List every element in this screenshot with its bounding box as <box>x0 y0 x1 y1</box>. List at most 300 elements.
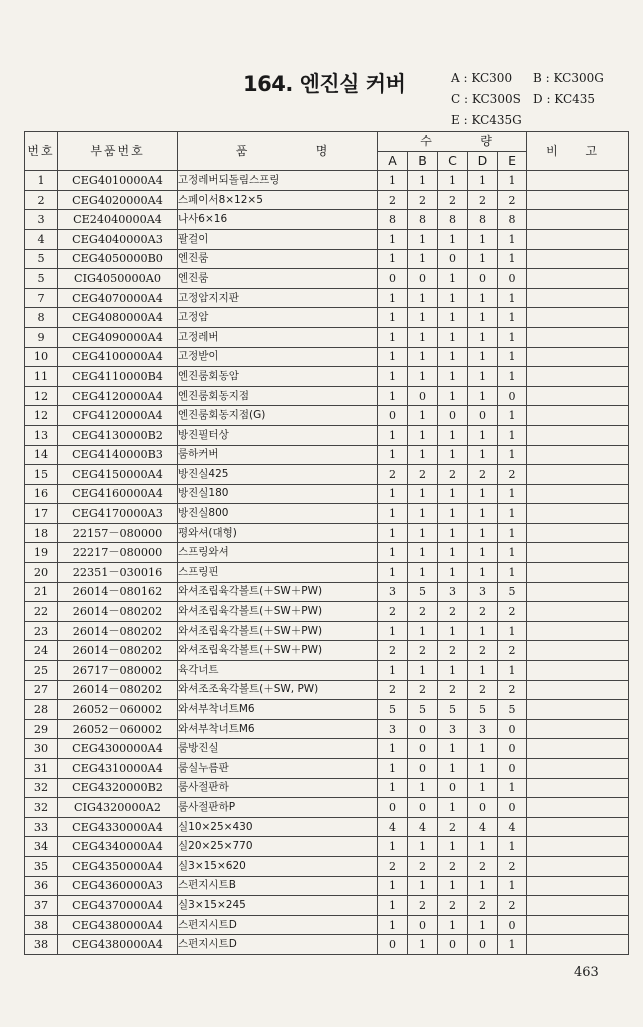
quantity-cell: 2 <box>438 680 468 700</box>
row-number: 21 <box>25 582 58 602</box>
remarks-cell <box>527 465 629 485</box>
part-name: 룸하커버 <box>178 445 378 465</box>
part-name: 방진필터상 <box>178 425 378 445</box>
row-number: 20 <box>25 563 58 583</box>
quantity-cell: 1 <box>378 484 408 504</box>
remarks-cell <box>527 817 629 837</box>
table-row <box>25 190 629 210</box>
quantity-cell: 1 <box>408 171 438 191</box>
quantity-cell: 1 <box>468 484 498 504</box>
row-number: 29 <box>25 719 58 739</box>
quantity-cell: 1 <box>378 896 408 916</box>
quantity-cell: 0 <box>468 269 498 289</box>
remarks-cell <box>527 367 629 387</box>
quantity-cell: 0 <box>498 386 527 406</box>
quantity-cell: 4 <box>468 817 498 837</box>
model-e: E : KC435G <box>451 113 522 127</box>
quantity-cell: 1 <box>438 759 468 779</box>
parts-table <box>24 131 629 955</box>
quantity-cell: 8 <box>468 210 498 230</box>
quantity-cell: 1 <box>498 229 527 249</box>
part-number: CEG4110000B4 <box>58 367 178 387</box>
quantity-cell: 1 <box>378 876 408 896</box>
table-row <box>25 543 629 563</box>
quantity-cell: 3 <box>438 582 468 602</box>
quantity-cell: 1 <box>438 523 468 543</box>
quantity-cell: 1 <box>498 171 527 191</box>
table-row <box>25 367 629 387</box>
quantity-cell: 1 <box>378 759 408 779</box>
quantity-cell: 4 <box>378 817 408 837</box>
part-number: CEG4130000B2 <box>58 425 178 445</box>
quantity-cell: 0 <box>468 406 498 426</box>
quantity-cell: 1 <box>408 837 438 857</box>
row-number: 10 <box>25 347 58 367</box>
header-name-b: 명 <box>315 143 330 158</box>
quantity-cell: 1 <box>378 915 408 935</box>
remarks-cell <box>527 856 629 876</box>
part-number: CEG4100000A4 <box>58 347 178 367</box>
row-number: 34 <box>25 837 58 857</box>
quantity-cell: 1 <box>378 563 408 583</box>
quantity-cell: 5 <box>498 582 527 602</box>
quantity-cell: 1 <box>498 837 527 857</box>
remarks-cell <box>527 759 629 779</box>
quantity-cell: 1 <box>468 308 498 328</box>
header-name <box>178 132 378 171</box>
quantity-cell: 1 <box>408 563 438 583</box>
quantity-cell: 1 <box>438 445 468 465</box>
part-name: 스페이서8×12×5 <box>178 190 378 210</box>
quantity-cell: 1 <box>378 425 408 445</box>
table-row <box>25 504 629 524</box>
row-number: 18 <box>25 523 58 543</box>
table-row <box>25 641 629 661</box>
part-name: 룸사절판하 <box>178 778 378 798</box>
quantity-cell: 1 <box>438 386 468 406</box>
quantity-cell: 8 <box>498 210 527 230</box>
part-number: CEG4300000A4 <box>58 739 178 759</box>
remarks-cell <box>527 347 629 367</box>
quantity-cell: 1 <box>408 249 438 269</box>
table-row <box>25 484 629 504</box>
table-row <box>25 817 629 837</box>
quantity-cell: 1 <box>438 739 468 759</box>
remarks-cell <box>527 288 629 308</box>
quantity-cell: 4 <box>408 817 438 837</box>
row-number: 19 <box>25 543 58 563</box>
table-row <box>25 288 629 308</box>
header-quantity <box>378 132 527 152</box>
quantity-cell: 5 <box>468 700 498 720</box>
row-number: 38 <box>25 935 58 955</box>
part-number: CIG4050000A0 <box>58 269 178 289</box>
part-name: 고정레버 <box>178 327 378 347</box>
row-number: 7 <box>25 288 58 308</box>
remarks-cell <box>527 523 629 543</box>
quantity-cell: 1 <box>378 308 408 328</box>
remarks-cell <box>527 563 629 583</box>
quantity-cell: 1 <box>408 229 438 249</box>
header-remarks: 비 고 <box>527 132 629 171</box>
table-row <box>25 269 629 289</box>
quantity-cell: 2 <box>498 856 527 876</box>
quantity-cell: 1 <box>378 739 408 759</box>
header-qty-col: B <box>408 151 438 171</box>
part-number: 26717－080002 <box>58 661 178 681</box>
quantity-cell: 2 <box>438 896 468 916</box>
table-row <box>25 563 629 583</box>
quantity-cell: 0 <box>408 915 438 935</box>
quantity-cell: 2 <box>468 896 498 916</box>
row-number: 15 <box>25 465 58 485</box>
quantity-cell: 1 <box>468 543 498 563</box>
table-row <box>25 680 629 700</box>
table-row <box>25 856 629 876</box>
part-name: 와셔조립육각볼트(＋SW＋PW) <box>178 582 378 602</box>
quantity-cell: 1 <box>408 367 438 387</box>
remarks-cell <box>527 680 629 700</box>
row-number: 13 <box>25 425 58 445</box>
quantity-cell: 1 <box>378 327 408 347</box>
quantity-cell: 1 <box>408 406 438 426</box>
quantity-cell: 1 <box>408 425 438 445</box>
row-number: 27 <box>25 680 58 700</box>
quantity-cell: 1 <box>468 563 498 583</box>
row-number: 37 <box>25 896 58 916</box>
quantity-cell: 1 <box>498 445 527 465</box>
quantity-cell: 1 <box>438 484 468 504</box>
quantity-cell: 5 <box>438 700 468 720</box>
quantity-cell: 2 <box>498 465 527 485</box>
quantity-cell: 1 <box>378 445 408 465</box>
part-name: 엔진룸 <box>178 269 378 289</box>
remarks-cell <box>527 484 629 504</box>
quantity-cell: 0 <box>378 406 408 426</box>
quantity-cell: 2 <box>468 856 498 876</box>
quantity-cell: 1 <box>408 347 438 367</box>
quantity-cell: 1 <box>408 504 438 524</box>
part-number: CIG4320000A2 <box>58 798 178 818</box>
remarks-cell <box>527 935 629 955</box>
row-number: 22 <box>25 602 58 622</box>
quantity-cell: 2 <box>408 190 438 210</box>
remarks-cell <box>527 210 629 230</box>
table-row <box>25 719 629 739</box>
quantity-cell: 1 <box>408 778 438 798</box>
quantity-cell: 2 <box>468 602 498 622</box>
part-number: 22217－080000 <box>58 543 178 563</box>
part-number: CFG4120000A4 <box>58 406 178 426</box>
row-number: 31 <box>25 759 58 779</box>
row-number: 24 <box>25 641 58 661</box>
part-number: CEG4010000A4 <box>58 171 178 191</box>
quantity-cell: 1 <box>378 386 408 406</box>
quantity-cell: 1 <box>498 504 527 524</box>
quantity-cell: 1 <box>438 308 468 328</box>
quantity-cell: 1 <box>468 739 498 759</box>
table-row <box>25 171 629 191</box>
header-qty-col: E <box>498 151 527 171</box>
remarks-cell <box>527 915 629 935</box>
header-qty-a: 수 <box>420 133 434 148</box>
table-row <box>25 700 629 720</box>
remarks-cell <box>527 327 629 347</box>
quantity-cell: 8 <box>378 210 408 230</box>
remarks-cell <box>527 700 629 720</box>
quantity-cell: 1 <box>378 543 408 563</box>
quantity-cell: 1 <box>378 621 408 641</box>
table-row <box>25 210 629 230</box>
quantity-cell: 1 <box>468 915 498 935</box>
part-number: CEG4020000A4 <box>58 190 178 210</box>
part-number: CEG4070000A4 <box>58 288 178 308</box>
table-row <box>25 798 629 818</box>
quantity-cell: 1 <box>378 347 408 367</box>
quantity-cell: 0 <box>408 798 438 818</box>
part-number: CEG4090000A4 <box>58 327 178 347</box>
model-legend <box>451 68 631 131</box>
part-number: CEG4370000A4 <box>58 896 178 916</box>
quantity-cell: 1 <box>498 367 527 387</box>
quantity-cell: 1 <box>498 484 527 504</box>
quantity-cell: 2 <box>408 896 438 916</box>
quantity-cell: 2 <box>408 856 438 876</box>
quantity-cell: 1 <box>468 171 498 191</box>
quantity-cell: 1 <box>378 249 408 269</box>
remarks-cell <box>527 190 629 210</box>
remarks-cell <box>527 896 629 916</box>
quantity-cell: 2 <box>378 602 408 622</box>
quantity-cell: 0 <box>378 935 408 955</box>
quantity-cell: 1 <box>468 288 498 308</box>
quantity-cell: 1 <box>438 288 468 308</box>
table-row <box>25 523 629 543</box>
quantity-cell: 1 <box>498 347 527 367</box>
table-row <box>25 425 629 445</box>
quantity-cell: 1 <box>498 935 527 955</box>
remarks-cell <box>527 249 629 269</box>
quantity-cell: 2 <box>378 680 408 700</box>
quantity-cell: 2 <box>468 465 498 485</box>
part-name: 실3×15×620 <box>178 856 378 876</box>
quantity-cell: 1 <box>468 347 498 367</box>
quantity-cell: 1 <box>438 661 468 681</box>
row-number: 38 <box>25 915 58 935</box>
quantity-cell: 0 <box>408 269 438 289</box>
quantity-cell: 0 <box>498 798 527 818</box>
part-number: CEG4170000A3 <box>58 504 178 524</box>
remarks-cell <box>527 778 629 798</box>
part-number: CEG4050000B0 <box>58 249 178 269</box>
quantity-cell: 5 <box>408 700 438 720</box>
remarks-cell <box>527 641 629 661</box>
remarks-cell <box>527 229 629 249</box>
part-name: 스프링핀 <box>178 563 378 583</box>
part-name: 룸실누름판 <box>178 759 378 779</box>
quantity-cell: 0 <box>498 719 527 739</box>
quantity-cell: 0 <box>408 759 438 779</box>
quantity-cell: 1 <box>408 484 438 504</box>
quantity-cell: 0 <box>468 798 498 818</box>
remarks-cell <box>527 308 629 328</box>
remarks-cell <box>527 876 629 896</box>
quantity-cell: 1 <box>378 523 408 543</box>
quantity-cell: 1 <box>498 406 527 426</box>
row-number: 1 <box>25 171 58 191</box>
row-number: 2 <box>25 190 58 210</box>
part-name: 엔진룸회동지점(G) <box>178 406 378 426</box>
quantity-cell: 0 <box>408 739 438 759</box>
table-row <box>25 249 629 269</box>
part-number: 26014－080202 <box>58 680 178 700</box>
part-number: CEG4380000A4 <box>58 935 178 955</box>
row-number: 35 <box>25 856 58 876</box>
quantity-cell: 1 <box>498 778 527 798</box>
table-row <box>25 386 629 406</box>
part-number: CEG4340000A4 <box>58 837 178 857</box>
quantity-cell: 0 <box>408 719 438 739</box>
quantity-cell: 2 <box>438 641 468 661</box>
remarks-cell <box>527 425 629 445</box>
quantity-cell: 1 <box>498 288 527 308</box>
part-number: CE24040000A4 <box>58 210 178 230</box>
row-number: 5 <box>25 269 58 289</box>
remarks-cell <box>527 504 629 524</box>
row-number: 33 <box>25 817 58 837</box>
quantity-cell: 1 <box>498 308 527 328</box>
quantity-cell: 1 <box>438 425 468 445</box>
part-number: CEG4360000A3 <box>58 876 178 896</box>
quantity-cell: 1 <box>468 425 498 445</box>
part-number: CEG4150000A4 <box>58 465 178 485</box>
quantity-cell: 2 <box>408 465 438 485</box>
quantity-cell: 1 <box>408 288 438 308</box>
quantity-cell: 1 <box>468 778 498 798</box>
quantity-cell: 1 <box>378 837 408 857</box>
quantity-cell: 1 <box>408 445 438 465</box>
quantity-cell: 1 <box>378 171 408 191</box>
part-name: 엔진룸회동암 <box>178 367 378 387</box>
part-number: 26014－080162 <box>58 582 178 602</box>
quantity-cell: 3 <box>378 719 408 739</box>
quantity-cell: 2 <box>378 856 408 876</box>
quantity-cell: 2 <box>438 856 468 876</box>
remarks-cell <box>527 719 629 739</box>
row-number: 32 <box>25 798 58 818</box>
quantity-cell: 1 <box>378 661 408 681</box>
quantity-cell: 1 <box>468 504 498 524</box>
quantity-cell: 1 <box>438 563 468 583</box>
quantity-cell: 5 <box>498 700 527 720</box>
quantity-cell: 0 <box>498 269 527 289</box>
part-number: CEG4350000A4 <box>58 856 178 876</box>
part-name: 와셔조립육각볼트(＋SW＋PW) <box>178 641 378 661</box>
remarks-cell <box>527 602 629 622</box>
quantity-cell: 2 <box>378 465 408 485</box>
table-row <box>25 406 629 426</box>
table-row <box>25 327 629 347</box>
quantity-cell: 1 <box>468 837 498 857</box>
header-part-no: 부품번호 <box>58 132 178 171</box>
part-name: 와셔부착너트M6 <box>178 700 378 720</box>
quantity-cell: 1 <box>378 367 408 387</box>
row-number: 4 <box>25 229 58 249</box>
row-number: 23 <box>25 621 58 641</box>
table-row <box>25 876 629 896</box>
quantity-cell: 1 <box>468 249 498 269</box>
part-name: 스펀지시트D <box>178 935 378 955</box>
quantity-cell: 3 <box>468 582 498 602</box>
table-row <box>25 347 629 367</box>
quantity-cell: 1 <box>378 778 408 798</box>
quantity-cell: 2 <box>378 190 408 210</box>
row-number: 32 <box>25 778 58 798</box>
part-number: CEG4140000B3 <box>58 445 178 465</box>
quantity-cell: 1 <box>498 543 527 563</box>
part-number: CEG4080000A4 <box>58 308 178 328</box>
part-number: CEG4310000A4 <box>58 759 178 779</box>
part-name: 와셔조립육각볼트(＋SW＋PW) <box>178 621 378 641</box>
table-row <box>25 308 629 328</box>
row-number: 30 <box>25 739 58 759</box>
quantity-cell: 1 <box>408 308 438 328</box>
row-number: 3 <box>25 210 58 230</box>
quantity-cell: 0 <box>498 739 527 759</box>
part-name: 팔걸이 <box>178 229 378 249</box>
part-name: 고정암 <box>178 308 378 328</box>
header-qty-col: A <box>378 151 408 171</box>
part-number: 22351－030016 <box>58 563 178 583</box>
part-name: 룸사절판하P <box>178 798 378 818</box>
part-name: 실3×15×245 <box>178 896 378 916</box>
quantity-cell: 1 <box>468 759 498 779</box>
row-number: 16 <box>25 484 58 504</box>
part-number: 26014－080202 <box>58 641 178 661</box>
quantity-cell: 2 <box>468 190 498 210</box>
header-qty-col: D <box>468 151 498 171</box>
part-name: 와셔부착너트M6 <box>178 719 378 739</box>
page-number: 463 <box>574 965 599 980</box>
row-number: 8 <box>25 308 58 328</box>
remarks-cell <box>527 171 629 191</box>
quantity-cell: 1 <box>378 229 408 249</box>
quantity-cell: 1 <box>498 876 527 896</box>
quantity-cell: 1 <box>498 661 527 681</box>
table-row <box>25 778 629 798</box>
row-number: 17 <box>25 504 58 524</box>
quantity-cell: 2 <box>438 465 468 485</box>
table-row <box>25 739 629 759</box>
row-number: 5 <box>25 249 58 269</box>
quantity-cell: 1 <box>498 523 527 543</box>
remarks-cell <box>527 445 629 465</box>
remarks-cell <box>527 406 629 426</box>
quantity-cell: 2 <box>438 602 468 622</box>
quantity-cell: 2 <box>498 602 527 622</box>
part-name: 방진실800 <box>178 504 378 524</box>
part-name: 실20×25×770 <box>178 837 378 857</box>
part-number: CEG4040000A3 <box>58 229 178 249</box>
quantity-cell: 1 <box>408 327 438 347</box>
header-no: 번호 <box>25 132 58 171</box>
quantity-cell: 1 <box>438 367 468 387</box>
quantity-cell: 1 <box>438 543 468 563</box>
model-c: C : KC300S <box>451 92 521 106</box>
remarks-cell <box>527 543 629 563</box>
remarks-cell <box>527 661 629 681</box>
quantity-cell: 0 <box>468 935 498 955</box>
